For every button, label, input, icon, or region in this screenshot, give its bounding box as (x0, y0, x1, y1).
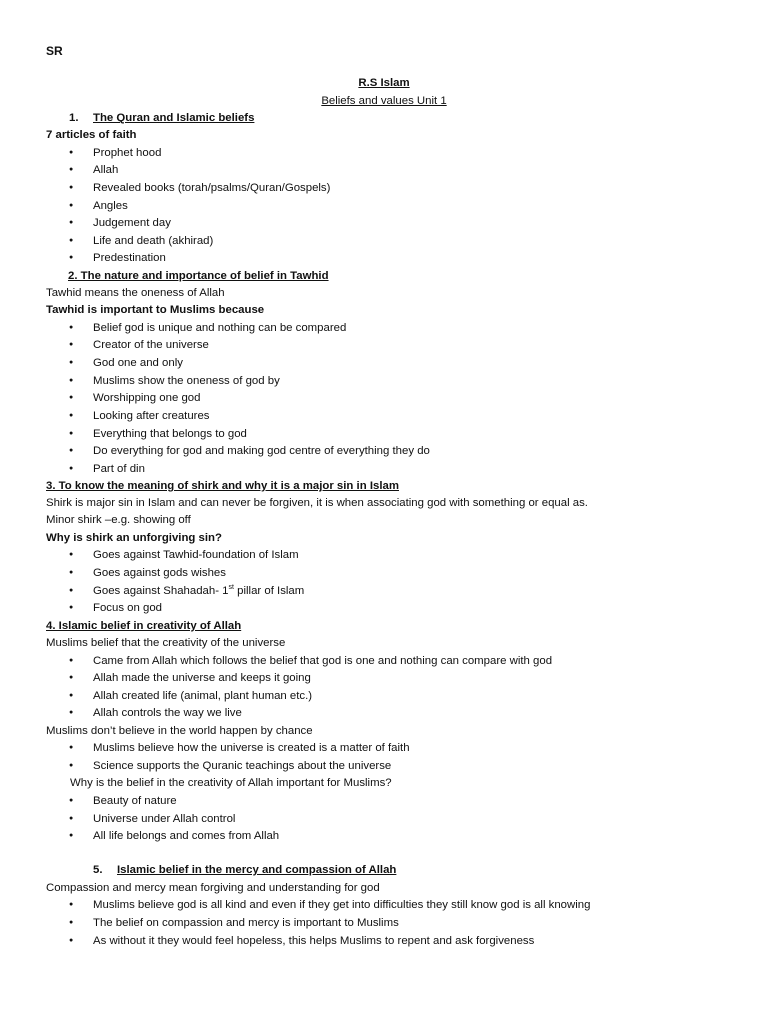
section-3-subheading: Why is shirk an unforgiving sin? (46, 532, 222, 544)
list-item: ● The belief on compassion and mercy is important to Muslims (93, 916, 399, 930)
list-item: ● Looking after creatures (93, 409, 210, 423)
section-5-heading (93, 863, 396, 877)
section-1-subheading: 7 articles of faith (46, 129, 137, 141)
list-item: ● Creator of the universe (93, 338, 209, 352)
list-item: ● Judgement day (93, 216, 171, 230)
section-4-chance: Muslims don’t believe in the world happen by chance (46, 725, 313, 737)
section-2-subheading: Tawhid is important to Muslims because (46, 304, 265, 316)
list-item: ● Muslims believe god is all kind and even if they get into difficulties they still know god is all knowing (93, 898, 590, 912)
section-4-heading: 4. Islamic belief in creativity of Allah (46, 620, 242, 632)
list-item: ● Came from Allah which follows the belief that god is one and nothing can compare with god (93, 654, 552, 668)
section-4-intro: Muslims belief that the creativity of the universe (46, 637, 286, 649)
list-item: ● Part of din (93, 462, 145, 476)
list-item: ● Do everything for god and making god centre of everything they do (93, 444, 430, 458)
list-item: ● As without it they would feel hopeless, this helps Muslims to repent and ask forgiveness (93, 934, 534, 948)
shahadah-text-end: pillar of Islam (233, 585, 305, 597)
list-item: ● Prophet hood (93, 146, 161, 160)
list-item: ● Muslims believe how the universe is created is a matter of faith (93, 741, 410, 755)
list-item: ● Focus on god (93, 601, 162, 615)
list-item: ● Angles (93, 199, 128, 213)
list-item (93, 584, 304, 598)
section-5-definition: Compassion and mercy mean forgiving and understanding for god (46, 882, 380, 894)
ordinal-suffix: st (228, 584, 234, 592)
list-item: ● Allah controls the way we live (93, 706, 242, 720)
section-2-heading: 2. The nature and importance of belief in Tawhid (68, 270, 329, 282)
list-item: ● Universe under Allah control (93, 812, 235, 826)
author-initials: SR (46, 44, 63, 58)
document-subtitle: Beliefs and values Unit 1 (321, 95, 447, 107)
list-item: ● All life belongs and comes from Allah (93, 829, 279, 843)
section-1-number: 1. (69, 112, 79, 124)
list-item: ● Muslims show the oneness of god by (93, 374, 280, 388)
list-item: ● Allah made the universe and keeps it going (93, 671, 311, 685)
section-2-definition: Tawhid means the oneness of Allah (46, 287, 225, 299)
list-item: ● Goes against Tawhid-foundation of Islam (93, 548, 299, 562)
list-item: ● Belief god is unique and nothing can be compared (93, 321, 346, 335)
section-3-definition: Shirk is major sin in Islam and can never be forgiven, it is when associating god with something or equal as. (46, 497, 588, 509)
list-item: ● Revealed books (torah/psalms/Quran/Gospels) (93, 181, 330, 195)
section-3-heading: 3. To know the meaning of shirk and why it is a major sin in Islam (46, 480, 399, 492)
section-3-minor-shirk: Minor shirk –e.g. showing off (46, 514, 191, 526)
section-4-question: Why is the belief in the creativity of Allah important for Muslims? (70, 777, 392, 789)
list-item: ● God one and only (93, 356, 183, 370)
list-item: ● Allah created life (animal, plant human etc.) (93, 689, 312, 703)
section-1-title: The Quran and Islamic beliefs (93, 112, 255, 124)
document-title: R.S Islam (358, 77, 410, 89)
list-item: ● Worshipping one god (93, 391, 200, 405)
list-item: ● Beauty of nature (93, 794, 177, 808)
section-5-number: 5. (93, 864, 103, 876)
list-item: ● Science supports the Quranic teachings about the universe (93, 759, 391, 773)
list-item: ● Goes against gods wishes (93, 566, 226, 580)
section-5-title: Islamic belief in the mercy and compassion of Allah (117, 864, 397, 876)
shahadah-text: Goes against Shahadah- 1 (93, 585, 229, 597)
section-1-heading (69, 111, 254, 125)
list-item: ● Everything that belongs to god (93, 427, 247, 441)
list-item: ● Predestination (93, 251, 166, 265)
list-item: ● Allah (93, 163, 118, 177)
list-item: ● Life and death (akhirad) (93, 234, 213, 248)
